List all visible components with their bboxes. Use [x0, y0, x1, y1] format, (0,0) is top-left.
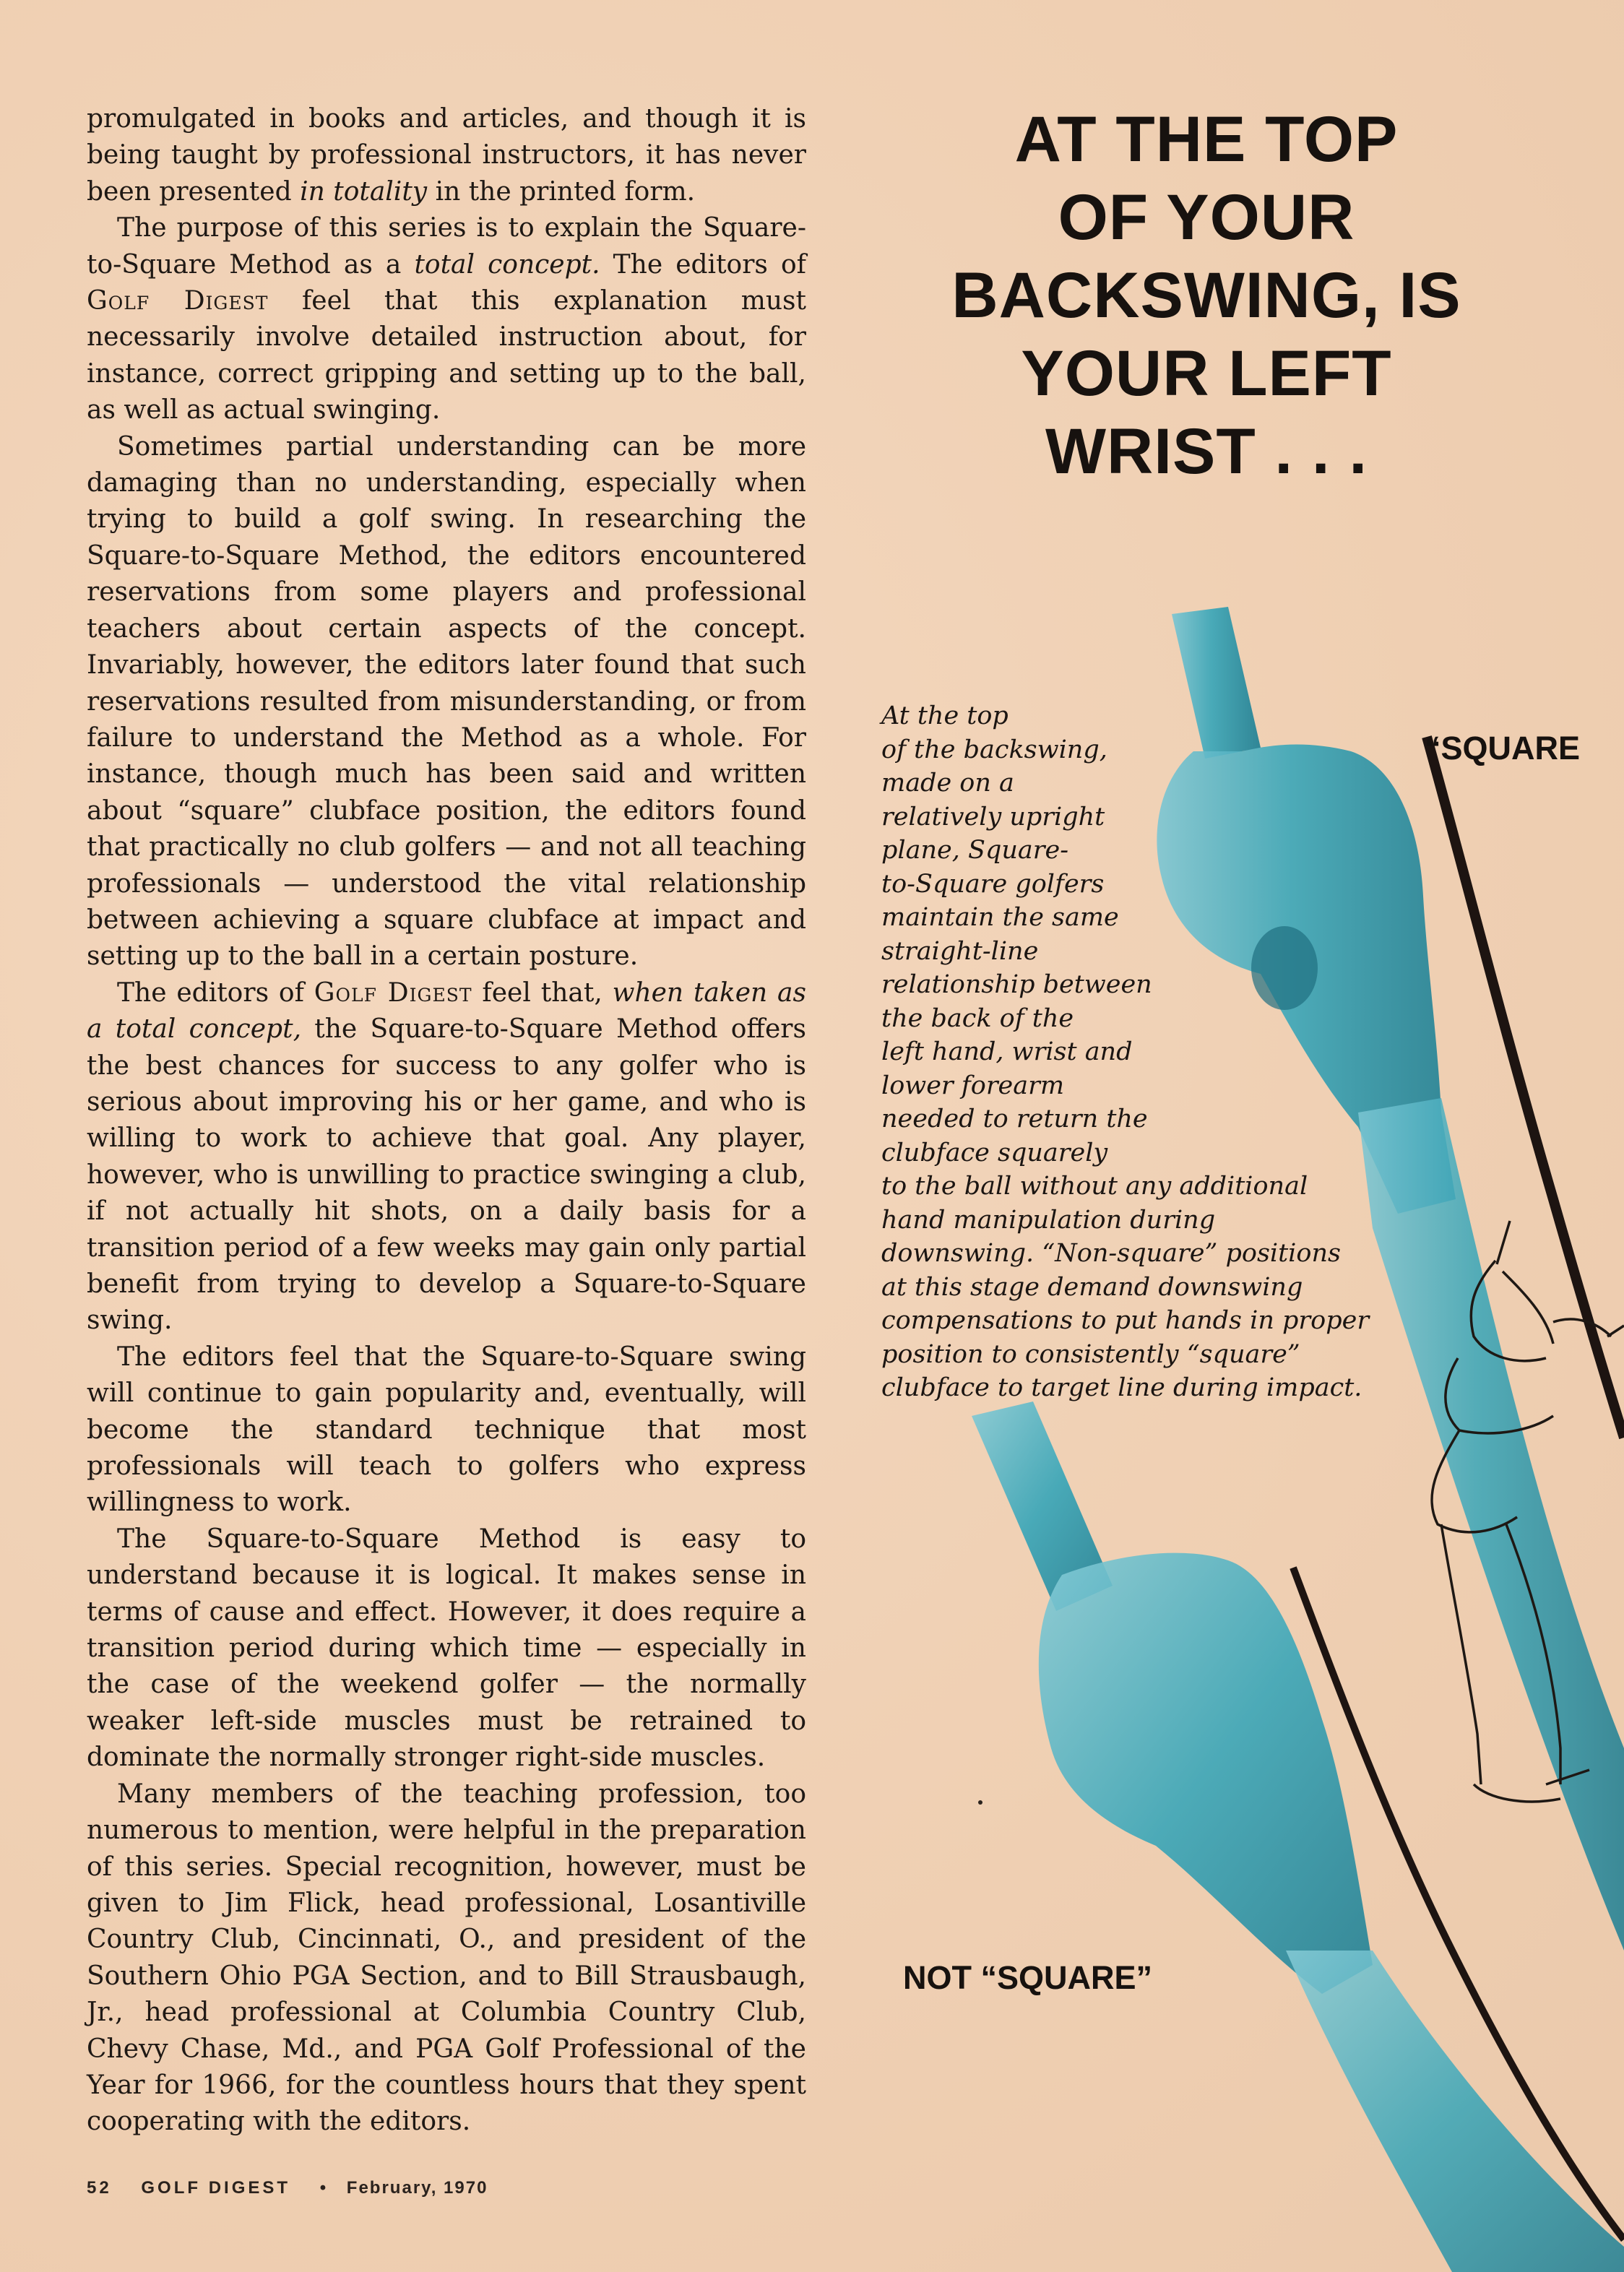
headline-line-3: BACKSWING, IS: [951, 259, 1461, 331]
caption-line: hand manipulation during: [881, 1205, 1216, 1235]
caption-line: at this stage demand downswing: [881, 1272, 1303, 1302]
caption-line: made on a: [881, 769, 1014, 798]
speck: [978, 1800, 982, 1805]
caption-line: of the backswing,: [881, 735, 1107, 764]
caption-line: the back of the: [881, 1003, 1074, 1033]
caption-line: compensations to put hands in proper: [881, 1306, 1370, 1335]
caption-line: maintain the same: [881, 903, 1119, 932]
caption-line: relatively upright: [881, 802, 1105, 832]
lower-forearm: [1286, 1951, 1624, 2272]
paragraph-7: Many members of the teaching profession, too numerous to mention, were helpful in the preparation of this series. Special recognition, however, must be given to Jim Flick, head professional, Losantiville Country Club, Cincinnati, O., and president of the Southern Ohio PGA Section, and to Bill Strausbaugh, Jr., head professional at Columbia Country Club, Chevy Chase, Md., and PGA Golf Professional of the Year for 1966, for the countless hours that they spent cooperating with the editors.: [87, 1779, 806, 2137]
paragraph-6: The Square-to-Square Method is easy to understand because it is logical. It makes sense in terms of cause and effect. However, it does require a transition period during which time — especially in the case of the weekend golfer — the normally weaker left-side muscles must be retrained to dominate the normally stronger right-side muscles.: [87, 1524, 806, 1773]
caption-line: clubface to target line during impact.: [881, 1373, 1362, 1402]
caption-line: to-Square golfers: [881, 869, 1105, 899]
paragraph-1: promulgated in books and articles, and though it is being taught by professional instructors, it has never been presented in totality in the printed form.: [87, 104, 806, 207]
paragraph-3: Sometimes partial understanding can be more damaging than no understanding, especially when trying to build a golf swing. In researching the Square-to-Square Method, the editors encountered reservations from some players and professional teachers about certain aspects of the concept. Invariably, however, the editors later found that such reservations resulted from misunderstanding, or from failure to understand the Method as a whole. For instance, though much has been said and written about “square” clubface position, the editors found that practically no club golfers — and not all teaching professionals — understood the vital relationship between achieving a square clubface at impact and setting up to the ball in a certain posture.: [87, 431, 806, 972]
magazine-name: GOLF DIGEST: [141, 2178, 291, 2198]
square-label: “SQUARE: [1425, 730, 1581, 766]
headline-line-1: AT THE TOP: [1014, 103, 1399, 175]
issue-date: February, 1970: [346, 2178, 488, 2198]
caption-line: to the ball without any additional: [881, 1172, 1308, 1201]
headline: [889, 100, 1524, 490]
caption-line: needed to return the: [881, 1105, 1148, 1133]
illustration-caption: [881, 699, 1430, 1405]
paragraph-2: The purpose of this series is to explain the Square-to-Square Method as a total concept. The editors of Golf Digest feel that this explanation must necessarily involve detailed instruction about, for instance, correct gripping and setting up to the ball, as well as actual swinging.: [87, 213, 806, 426]
headline-line-4: YOUR LEFT: [1021, 337, 1392, 409]
caption-line: straight-line: [881, 936, 1039, 966]
caption-line: At the top: [881, 701, 1008, 730]
caption-line: clubface squarely: [881, 1138, 1108, 1167]
caption-line: left hand, wrist and: [881, 1037, 1133, 1066]
caption-line: position to consistently “square”: [881, 1339, 1300, 1369]
caption-line: relationship between: [881, 970, 1152, 999]
headline-line-5: WRIST . . .: [1045, 415, 1368, 487]
lower-hand: [1039, 1553, 1373, 1994]
headline-line-2: OF YOUR: [1058, 181, 1355, 253]
footer-bullet: •: [319, 2178, 327, 2198]
caption-line: lower forearm: [881, 1071, 1065, 1100]
page-number: 52: [87, 2178, 112, 2198]
paragraph-5: The editors feel that the Square-to-Square swing will continue to gain popularity and, eventually, will become the standard technique that most professionals will teach to golfers who express willingness to work.: [87, 1342, 806, 1518]
caption-line: plane, Square-: [881, 836, 1069, 865]
not-square-label: NOT “SQUARE”: [903, 1959, 1153, 1996]
caption-line: downswing. “Non-square” positions: [881, 1239, 1341, 1268]
page-footer: [87, 2178, 509, 2198]
paragraph-4: The editors of Golf Digest feel that, when taken as a total concept, the Square-to-Square Method offers the best chances for success to any golfer who is serious about improving his or her game, and who is willing to work to achieve that goal. Any player, however, who is unwilling to practice swinging a club, if not actually hit shots, on a daily basis for a transition period of a few weeks may gain only partial benefit from trying to develop a Square-to-Square swing.: [87, 977, 806, 1336]
